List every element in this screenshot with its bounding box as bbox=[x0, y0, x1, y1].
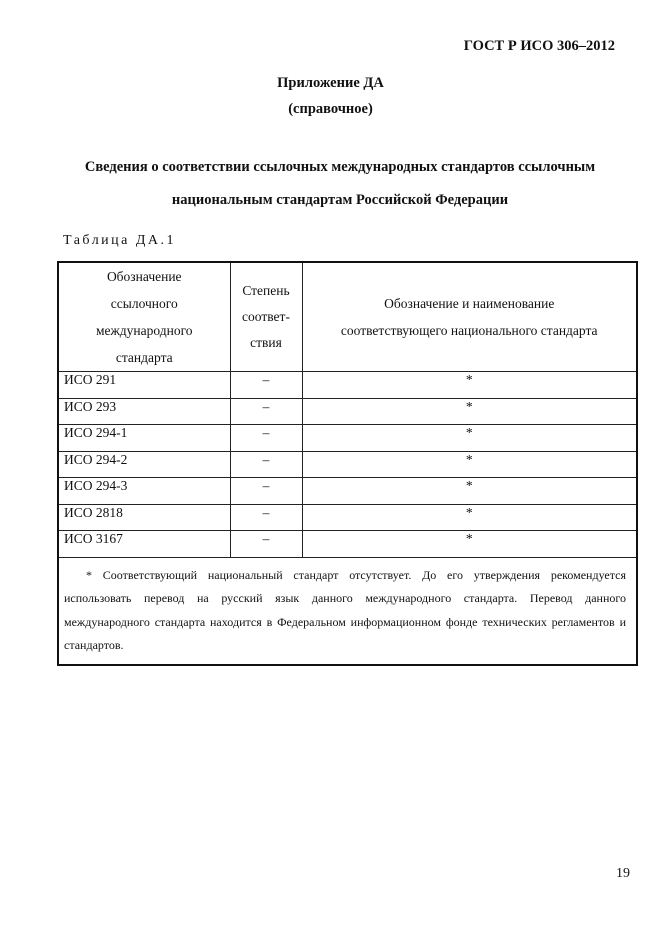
table-note-row bbox=[58, 557, 637, 665]
degree-cell: – bbox=[230, 531, 302, 558]
degree-cell: – bbox=[230, 478, 302, 505]
table-header-row bbox=[58, 262, 637, 372]
national-standard-cell: * bbox=[302, 398, 637, 425]
degree-cell: – bbox=[230, 372, 302, 399]
degree-cell: – bbox=[230, 425, 302, 452]
standard-cell: ИСО 294-3 bbox=[58, 478, 230, 505]
table-note: * Соответствующий национальный стандарт отсутствует. До его утверждения рекомендуется использовать перевод на русский язык данного международного стандарта. Перевод данного международного стандарта находится в Федеральном информационном фонде технических регламентов и стандартов. bbox=[58, 557, 637, 665]
page-number: 19 bbox=[616, 866, 630, 881]
correspondence-table bbox=[57, 261, 638, 666]
table-row bbox=[58, 372, 637, 399]
column-header-degree: Степень соответ- ствия bbox=[230, 262, 302, 372]
degree-cell: – bbox=[230, 451, 302, 478]
table-row bbox=[58, 504, 637, 531]
table-row bbox=[58, 478, 637, 505]
degree-cell: – bbox=[230, 504, 302, 531]
standard-cell: ИСО 2818 bbox=[58, 504, 230, 531]
table-caption: Таблица ДА.1 bbox=[63, 233, 177, 248]
national-standard-cell: * bbox=[302, 531, 637, 558]
column-header-national-standard: Обозначение и наименование соответствующего национального стандарта bbox=[302, 262, 637, 372]
standard-cell: ИСО 294-1 bbox=[58, 425, 230, 452]
section-heading bbox=[40, 151, 640, 217]
table-row bbox=[58, 451, 637, 478]
national-standard-cell: * bbox=[302, 478, 637, 505]
annex-subtitle: (справочное) bbox=[288, 101, 373, 117]
section-heading-line-2: национальным стандартам Российской Федерации bbox=[171, 192, 509, 208]
national-standard-cell: * bbox=[302, 372, 637, 399]
national-standard-cell: * bbox=[302, 504, 637, 531]
standard-cell: ИСО 291 bbox=[58, 372, 230, 399]
table-row bbox=[58, 531, 637, 558]
document-code: ГОСТ Р ИСО 306–2012 bbox=[463, 38, 615, 54]
annex-title: Приложение ДА bbox=[277, 75, 384, 91]
standard-cell: ИСО 3167 bbox=[58, 531, 230, 558]
column-header-international-standard: Обозначение ссылочного международного стандарта bbox=[58, 262, 230, 372]
national-standard-cell: * bbox=[302, 451, 637, 478]
table-row bbox=[58, 425, 637, 452]
table-row bbox=[58, 398, 637, 425]
national-standard-cell: * bbox=[302, 425, 637, 452]
standard-cell: ИСО 294-2 bbox=[58, 451, 230, 478]
section-heading-line-1: Сведения о соответствии ссылочных международных стандартов ссылочным bbox=[84, 159, 596, 175]
standard-cell: ИСО 293 bbox=[58, 398, 230, 425]
degree-cell: – bbox=[230, 398, 302, 425]
